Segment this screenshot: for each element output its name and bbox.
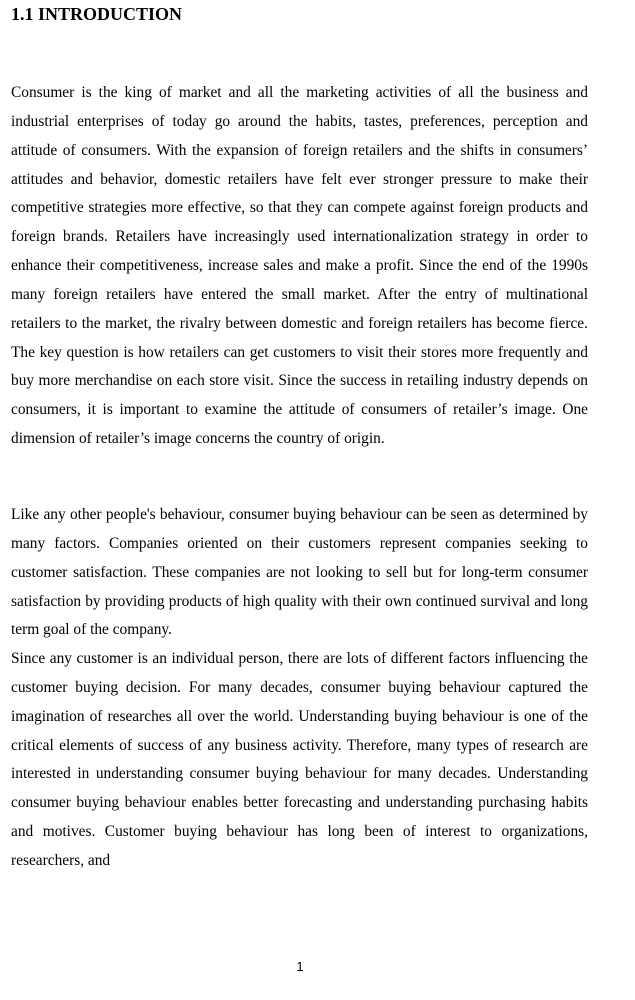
section-heading: 1.1 INTRODUCTION: [11, 4, 183, 24]
body-paragraph-3: Since any customer is an individual person, there are lots of different factors influencing the customer buying decision. For many decades, consumer buying behaviour captured the imagination of researches all over the world. Understanding buying behaviour is one of the critical elements of success of any business activity. Therefore, many types of research are interested in understanding consumer buying behaviour for many decades. Understanding consumer buying behaviour enables better forecasting and understanding purchasing habits and motives. Customer buying behaviour has long been of interest to organizations, researchers, and: [11, 650, 588, 869]
body-paragraph-1: Consumer is the king of market and all the marketing activities of all the business and industrial enterprises of today go around the habits, tastes, preferences, perception and attitude of consumers. With the expansion of foreign retailers and the shifts in consumers’ attitudes and behavior, domestic retailers have felt ever stronger pressure to make their competitive strategies more effective, so that they can compete against foreign products and foreign brands. Retailers have increasingly used internationalization strategy in order to enhance their competitiveness, increase sales and make a profit. Since the end of the 1990s many foreign retailers have entered the small market. After the entry of multinational retailers to the market, the rivalry between domestic and foreign retailers has become fierce. The key question is how retailers can get customers to visit their stores more frequently and buy more merchandise on each store visit. Since the success in retailing industry depends on consumers, it is important to examine the attitude of consumers of retailer’s image. One dimension of retailer’s image concerns the country of origin.: [11, 84, 588, 448]
page-number: 1: [296, 959, 304, 974]
body-paragraph-2: Like any other people's behaviour, consumer buying behaviour can be seen as determined by many factors. Companies oriented on their customers represent companies seeking to customer satisfaction. These companies are not looking to sell but for long-term consumer satisfaction by providing products of high quality with their own continued survival and long term goal of the company.: [11, 506, 588, 639]
